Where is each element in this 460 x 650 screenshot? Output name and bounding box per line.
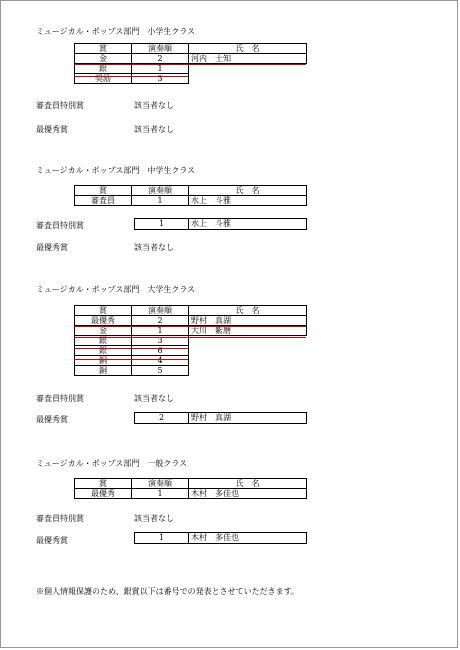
- table-row: [75, 54, 307, 64]
- privacy-note: ※個人情報保護のため、銀賞以下は番号での発表とさせていただきます。: [36, 587, 300, 596]
- order-cell: 6: [132, 346, 189, 356]
- order-cell: 5: [132, 366, 189, 376]
- header-order: 演奏順: [132, 479, 189, 489]
- red-underline: [74, 64, 306, 65]
- header-name: 氏 名: [189, 479, 307, 489]
- special-award-box: [134, 218, 307, 230]
- best-award-value: 該当者なし: [134, 243, 174, 252]
- name-cell: 水上 斗雅: [189, 196, 307, 206]
- special-award-label: 審査員特別賞: [36, 394, 84, 403]
- name-cell: 野村 真湖: [189, 316, 307, 326]
- order-cell: 1: [132, 196, 189, 206]
- header-prize: 賞: [75, 306, 132, 316]
- prize-cell: 最優秀: [75, 316, 132, 326]
- table-header-row: [75, 479, 307, 489]
- header-name: 氏 名: [189, 186, 307, 196]
- order-cell: 3: [132, 336, 189, 346]
- results-table-university: [74, 305, 307, 376]
- red-underline: [74, 348, 188, 349]
- prize-cell: 金: [75, 326, 132, 336]
- best-award-label: 最優秀賞: [36, 536, 68, 545]
- name-cell: 大川 紫磨: [189, 326, 307, 336]
- table-row: [75, 366, 307, 376]
- red-underline: [74, 76, 188, 77]
- prize-cell: 奨励: [75, 74, 132, 84]
- prize-cell: 銅: [75, 366, 132, 376]
- header-order: 演奏順: [132, 44, 189, 54]
- name-cell: 木村 多佳也: [189, 489, 307, 499]
- prize-cell: 銀: [75, 336, 132, 346]
- table-row: [75, 316, 307, 326]
- header-prize: 賞: [75, 479, 132, 489]
- special-award-value: 該当者なし: [134, 394, 174, 403]
- results-table-general: [74, 478, 307, 499]
- prize-cell: 銅: [75, 356, 132, 366]
- table-row: [75, 74, 307, 84]
- red-underline: [74, 359, 188, 360]
- table-row: [75, 64, 307, 74]
- best-award-label: 最優秀賞: [36, 415, 68, 424]
- table-row: [75, 196, 307, 206]
- order-cell: 1: [132, 326, 189, 336]
- header-name: 氏 名: [189, 44, 307, 54]
- name-cell: 野村 真湖: [189, 413, 307, 424]
- order-cell: 1: [132, 64, 189, 74]
- special-award-value: 該当者なし: [134, 101, 174, 110]
- table-row: [75, 356, 307, 366]
- section-title-elementary: ミュージカル・ポップス部門 小学生クラス: [36, 27, 196, 36]
- header-order: 演奏順: [132, 306, 189, 316]
- prize-cell: 銀: [75, 64, 132, 74]
- order-cell: 1: [132, 489, 189, 499]
- results-table-junior-high: [74, 185, 307, 206]
- red-underline: [74, 337, 306, 338]
- best-award-value: 該当者なし: [134, 125, 174, 134]
- prize-cell: 銀: [75, 346, 132, 356]
- header-order: 演奏順: [132, 186, 189, 196]
- table-row: [75, 326, 307, 336]
- special-award-label: 審査員特別賞: [36, 101, 84, 110]
- section-title-junior-high: ミュージカル・ポップス部門 中学生クラス: [36, 166, 196, 175]
- special-award-label: 審査員特別賞: [36, 514, 84, 523]
- special-award-value: 該当者なし: [134, 514, 174, 523]
- order-cell: 2: [132, 316, 189, 326]
- table-header-row: [75, 186, 307, 196]
- header-name: 氏 名: [189, 306, 307, 316]
- prize-cell: 最優秀: [75, 489, 132, 499]
- prize-cell: 金: [75, 54, 132, 64]
- table-header-row: [75, 44, 307, 54]
- order-cell: 3: [132, 74, 189, 84]
- prize-cell: 審査員: [75, 196, 132, 206]
- order-cell: 2: [135, 413, 189, 424]
- red-underline: [74, 326, 306, 327]
- table-row: [75, 489, 307, 499]
- header-prize: 賞: [75, 44, 132, 54]
- section-title-general: ミュージカル・ポップス部門 一般クラス: [36, 459, 188, 468]
- order-cell: 1: [135, 533, 189, 544]
- name-cell: 木村 多佳也: [189, 533, 307, 544]
- table-row: [75, 346, 307, 356]
- best-award-label: 最優秀賞: [36, 243, 68, 252]
- best-award-box: [134, 412, 307, 424]
- section-title-university: ミュージカル・ポップス部門 大学生クラス: [36, 285, 196, 294]
- name-cell: 水上 斗雅: [189, 219, 307, 230]
- table-header-row: [75, 306, 307, 316]
- best-award-label: 最優秀賞: [36, 125, 68, 134]
- best-award-box: [134, 532, 307, 544]
- order-cell: 1: [135, 219, 189, 230]
- header-prize: 賞: [75, 186, 132, 196]
- name-cell: 河内 士知: [189, 54, 307, 64]
- special-award-label: 審査員特別賞: [36, 221, 84, 230]
- order-cell: 4: [132, 356, 189, 366]
- order-cell: 2: [132, 54, 189, 64]
